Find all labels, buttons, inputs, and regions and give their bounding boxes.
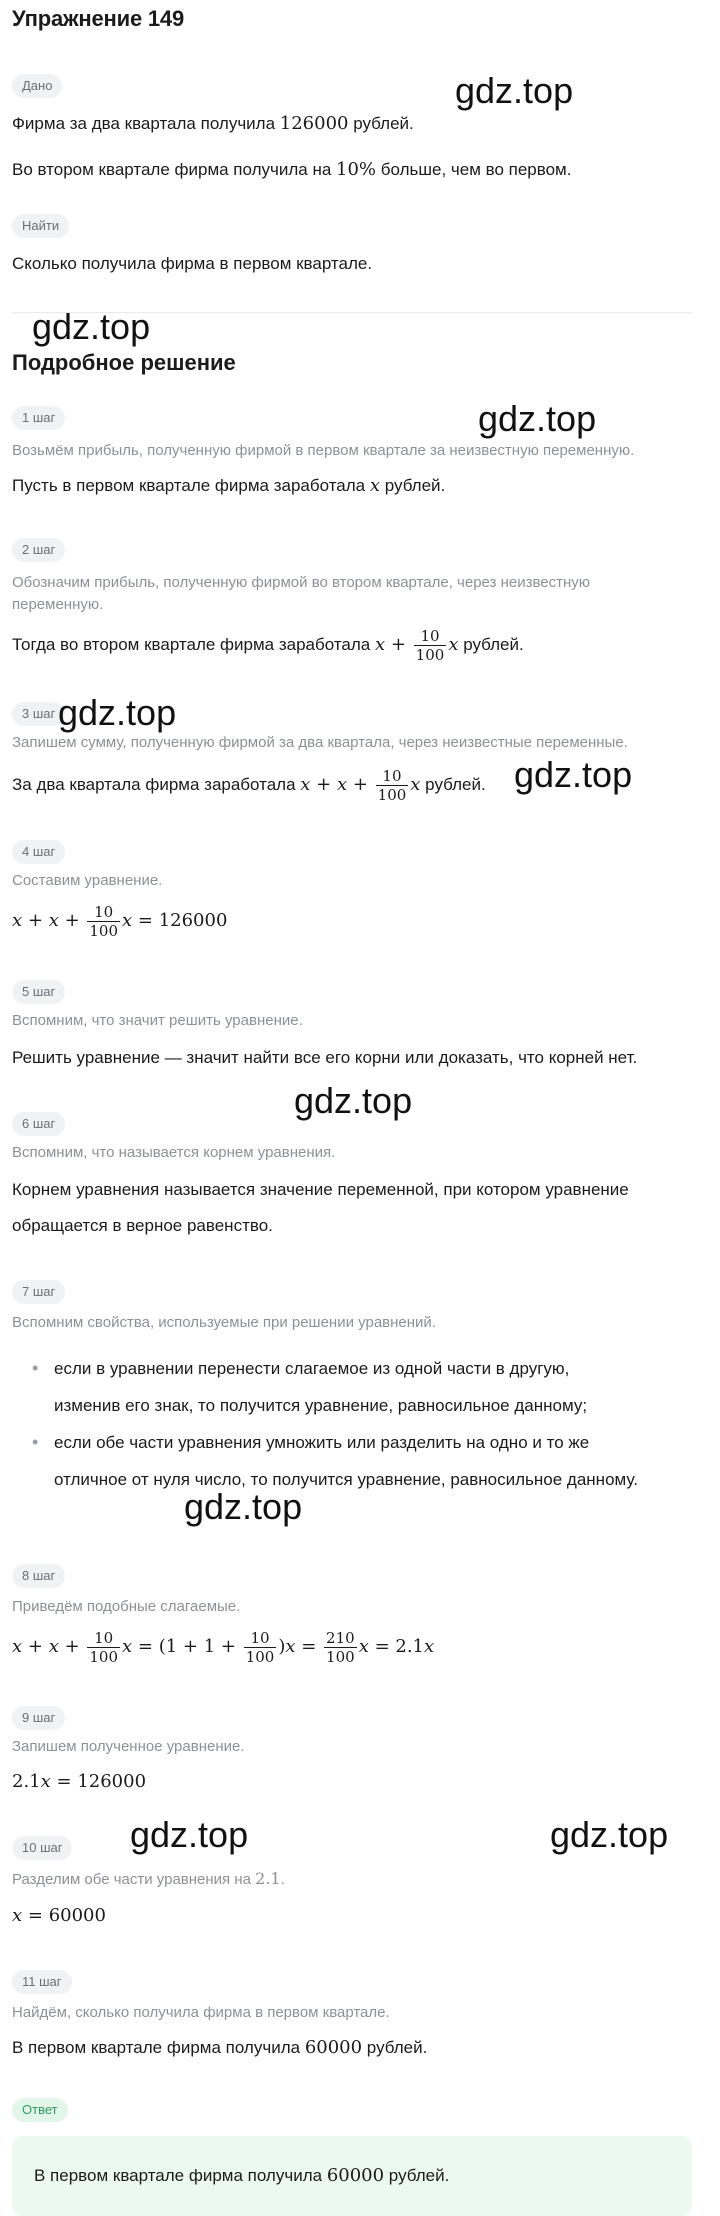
- step-2-note-1: Обозначим прибыль, полученную фирмой во втором квартале, через неизвестную: [12, 574, 591, 591]
- fraction-num: 10: [414, 627, 447, 646]
- watermark: gdz.top: [32, 306, 151, 347]
- step-3-text-b: рублей.: [420, 775, 486, 794]
- fraction: [376, 767, 409, 804]
- fraction-num: 10: [244, 1629, 277, 1648]
- math-x: x: [285, 1636, 296, 1657]
- step-10-divisor: 2.1: [255, 1869, 281, 1888]
- step-10-note-b: .: [280, 1871, 285, 1888]
- math-x: x: [410, 774, 421, 795]
- step-9-badge: 9 шаг: [12, 1706, 65, 1730]
- step-5-badge: 5 шаг: [12, 980, 65, 1004]
- math-x: x: [122, 1636, 133, 1657]
- find-badge: Найти: [12, 214, 69, 238]
- step-6-badge: 6 шаг: [12, 1112, 65, 1136]
- step-11-num: 60000: [304, 2037, 363, 2058]
- answer-num: 60000: [326, 2165, 385, 2186]
- step-11-text-a: В первом квартале фирма получила: [12, 2038, 305, 2057]
- given-total-sum: 126000: [279, 113, 349, 134]
- step-8-note: Приведём подобные слагаемые.: [12, 1598, 241, 1615]
- step-3-note: Запишем сумму, полученную фирмой за два квартала, через неизвестные переменные.: [12, 734, 628, 751]
- step-5-text: Решить уравнение — значит найти все его корни или доказать, что корней нет.: [12, 1048, 638, 1067]
- step-1-text: [12, 474, 445, 498]
- find-text: Сколько получила фирма в первом квартале.: [12, 254, 373, 273]
- given-line-2-text: Во втором квартале фирма получила на: [12, 160, 337, 179]
- bullet-1-line-2: изменив его знак, то получится уравнение, равносильное данному;: [54, 1396, 588, 1415]
- page-title: Упражнение 149: [12, 6, 184, 31]
- fraction-den: 100: [245, 1648, 275, 1667]
- given-badge: Дано: [12, 74, 62, 98]
- given-line-1-text: Фирма за два квартала получила: [12, 114, 280, 133]
- step-4-badge: 4 шаг: [12, 840, 65, 864]
- step-9-equation: [12, 1770, 146, 1794]
- step-8-result: 2.1: [395, 1636, 425, 1657]
- step-3-text: [12, 762, 486, 808]
- step-10-rhs: 60000: [48, 1905, 106, 1926]
- step-11-note: Найдём, сколько получила фирма в первом квартале.: [12, 2004, 390, 2021]
- math-equals: =: [295, 1636, 323, 1657]
- math-x: x: [12, 1905, 23, 1926]
- math-equals: =: [132, 910, 159, 931]
- math-x: x: [40, 1771, 51, 1792]
- watermark: gdz.top: [58, 692, 177, 733]
- step-10-note: [12, 1868, 285, 1891]
- step-7-bullets: [12, 1350, 702, 1498]
- step-3-text-a: За два квартала фирма заработала: [12, 775, 301, 794]
- math-plus: +: [22, 910, 49, 931]
- given-percent: 10%: [336, 159, 377, 180]
- fraction-2-den: 100: [326, 1648, 355, 1667]
- step-11-text: [12, 2036, 427, 2060]
- step-2-text: [12, 622, 524, 668]
- math-x: x: [12, 1636, 23, 1657]
- step-1-note: Возьмём прибыль, полученную фирмой в первом квартале за неизвестную переменную.: [12, 442, 635, 459]
- answer-text-a: В первом квартале фирма получила: [34, 2166, 327, 2185]
- fraction-den: 100: [89, 1648, 119, 1667]
- step-2-text-a: Тогда во втором квартале фирма заработала: [12, 635, 375, 654]
- step-6-text-2: обращается в верное равенство.: [12, 1216, 273, 1235]
- fraction: [414, 627, 447, 664]
- bullet-1: [12, 1350, 702, 1424]
- math-paren: ): [278, 1636, 286, 1657]
- watermark: gdz.top: [478, 398, 597, 439]
- solution-title: Подробное решение: [12, 350, 236, 375]
- fraction-2: [324, 1629, 357, 1666]
- watermark: gdz.top: [294, 1080, 413, 1121]
- math-x: x: [48, 910, 59, 931]
- step-6-note: Вспомним, что называется корнем уравнения.: [12, 1144, 336, 1161]
- watermark: gdz.top: [130, 1814, 249, 1855]
- answer-box: [12, 2136, 692, 2216]
- fraction-num: 10: [87, 903, 120, 922]
- step-8-badge: 8 шаг: [12, 1564, 65, 1588]
- watermark: gdz.top: [550, 1814, 669, 1855]
- step-2-badge: 2 шаг: [12, 538, 65, 562]
- step-7-badge: 7 шаг: [12, 1280, 65, 1304]
- math-equals: =: [22, 1905, 49, 1926]
- math-x: x: [12, 910, 23, 931]
- fraction-den: 100: [415, 646, 445, 665]
- math-x: x: [358, 1636, 369, 1657]
- step-9-note: Запишем полученное уравнение.: [12, 1738, 245, 1755]
- bullet-2-line-2: отличное от нуля число, то получится уравнение, равносильное данному.: [54, 1470, 638, 1489]
- step-9-coef: 2.1: [12, 1771, 41, 1792]
- answer-text-b: рублей.: [384, 2166, 450, 2185]
- step-4-note: Составим уравнение.: [12, 872, 163, 889]
- bullet-1-line-1: если в уравнении перенести слагаемое из одной части в другую,: [54, 1359, 570, 1378]
- step-8-equation: [12, 1624, 434, 1670]
- math-x: x: [336, 774, 348, 795]
- fraction-num: 10: [376, 767, 409, 786]
- step-4-rhs: 126000: [158, 910, 228, 931]
- fraction-num: 10: [87, 1629, 120, 1648]
- math-expr: = (1 + 1 +: [132, 1636, 242, 1657]
- step-2-note-2: переменную.: [12, 596, 104, 613]
- given-line-2: [12, 158, 571, 182]
- given-line-2-end: больше, чем во первом.: [376, 160, 572, 179]
- math-plus: +: [22, 1636, 49, 1657]
- step-1-text-a: Пусть в первом квартале фирма заработала: [12, 476, 370, 495]
- math-equals: =: [368, 1636, 396, 1657]
- watermark: gdz.top: [184, 1486, 303, 1527]
- step-7-note: Вспомним свойства, используемые при решении уравнений.: [12, 1314, 436, 1331]
- step-11-text-b: рублей.: [362, 2038, 428, 2057]
- math-x: x: [424, 1636, 435, 1657]
- step-10-equation: [12, 1904, 106, 1928]
- watermark: gdz.top: [455, 70, 574, 111]
- step-2-text-b: рублей.: [458, 635, 524, 654]
- step-3-badge: 3 шаг: [12, 702, 65, 726]
- step-4-equation: [12, 898, 227, 944]
- math-plus: +: [385, 634, 412, 655]
- step-5-note: Вспомним, что значит решить уравнение.: [12, 1012, 303, 1029]
- fraction: [87, 903, 120, 940]
- step-1-badge: 1 шаг: [12, 406, 65, 430]
- step-10-badge: 10 шаг: [12, 1836, 72, 1860]
- math-plus: +: [58, 910, 86, 931]
- bullet-2-line-1: если обе части уравнения умножить или разделить на одно и то же: [54, 1433, 590, 1452]
- bullet-2: [12, 1424, 702, 1498]
- watermark: gdz.top: [514, 754, 633, 795]
- given-line-1-end: рублей.: [348, 114, 414, 133]
- step-10-note-a: Разделим обе части уравнения на: [12, 1871, 256, 1888]
- math-x: x: [374, 634, 386, 655]
- step-9-rhs: 126000: [77, 1771, 147, 1792]
- math-x: x: [448, 634, 459, 655]
- math-x: x: [48, 1636, 59, 1657]
- math-equals: =: [50, 1771, 78, 1792]
- fraction-den: 100: [377, 786, 407, 805]
- answer-text: [34, 2164, 449, 2188]
- math-plus: +: [347, 774, 374, 795]
- math-x: x: [122, 910, 133, 931]
- math-plus: +: [310, 774, 337, 795]
- given-line-1: [12, 112, 414, 136]
- step-1-var: x: [369, 475, 381, 496]
- step-11-badge: 11 шаг: [12, 1970, 72, 1994]
- fraction: [87, 1629, 120, 1666]
- fraction-den: 100: [89, 922, 119, 941]
- fraction: [244, 1629, 277, 1666]
- step-1-text-b: рублей.: [380, 476, 446, 495]
- math-x: x: [300, 774, 311, 795]
- step-6-text-1: Корнем уравнения называется значение переменной, при котором уравнение: [12, 1180, 629, 1199]
- answer-badge: Ответ: [12, 2098, 68, 2122]
- math-plus: +: [58, 1636, 86, 1657]
- fraction-2-num: 210: [326, 1629, 355, 1648]
